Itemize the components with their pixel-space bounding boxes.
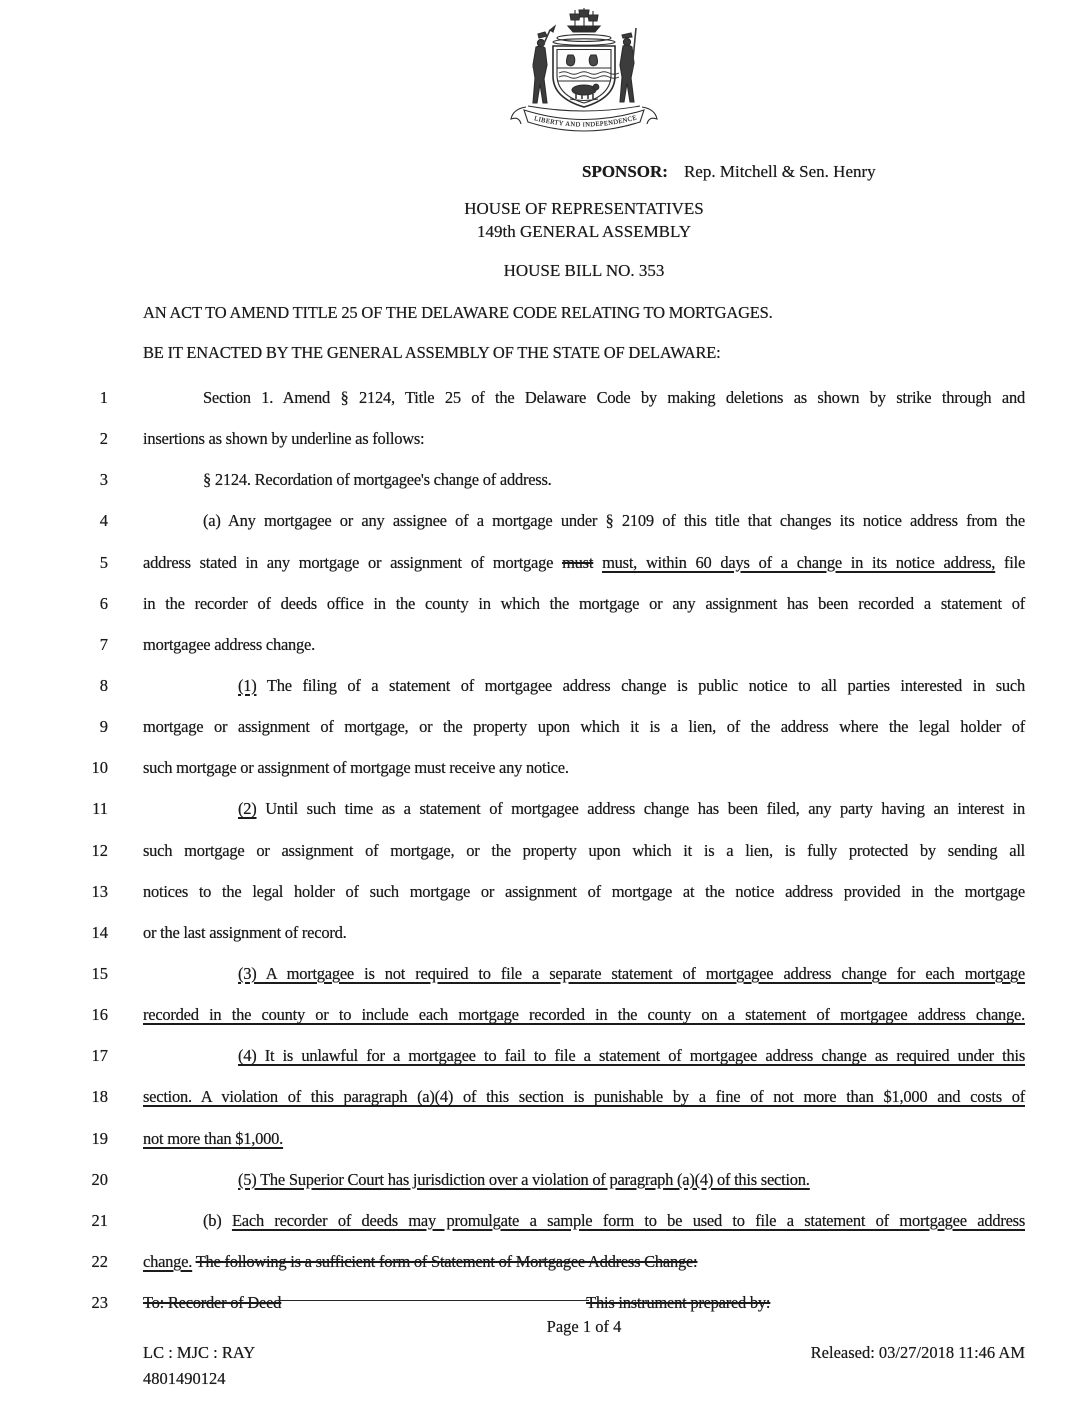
text-segment: Section 1. Amend § 2124, Title 25 of the Delaware Code by making deletions as shown by strike through and: [203, 388, 1025, 407]
bill-line-17: [88, 1046, 1025, 1087]
bill-line-12: [88, 841, 1025, 882]
document-number: 4801490124: [143, 1369, 226, 1388]
text-segment-underline: (2): [238, 799, 257, 819]
line-number: 1: [99, 388, 108, 407]
text-segment-underline: change.: [143, 1251, 193, 1271]
text-segment-underline: (5) The Superior Court has jurisdiction over a violation of paragraph (a)(4) of this section.: [238, 1169, 810, 1189]
bill-line-15: [88, 964, 1025, 1005]
lc-code: LC : MJC : RAY: [143, 1343, 256, 1362]
line-number: 21: [91, 1210, 108, 1230]
line-text: [143, 1252, 1025, 1272]
text-segment: such mortgage or assignment of mortgage, or the property upon which it is a lien, is fully protected by sending all: [143, 840, 1025, 860]
line-text: [143, 717, 1025, 737]
line-number: 16: [91, 1005, 108, 1025]
line-number: 22: [91, 1251, 108, 1271]
line-text: [143, 841, 1025, 861]
bill-line-4: [88, 511, 1025, 552]
line-text: [143, 882, 1025, 902]
bill-line-16: [88, 1005, 1025, 1046]
page-indicator: Page 1 of 4: [546, 1317, 622, 1336]
bill-line-11: [88, 799, 1025, 840]
line-text: [143, 799, 1025, 819]
bill-number-heading: HOUSE BILL NO. 353: [503, 261, 665, 280]
line-number: 6: [99, 593, 108, 613]
bill-line-6: [88, 594, 1025, 635]
text-segment-underline: (3) A mortgagee is not required to file a separate statement of mortgagee address change for each mortgage: [238, 963, 1025, 983]
line-text: [143, 635, 1025, 655]
line-text: [143, 429, 1025, 449]
text-segment-strike: To: Recorder of Deed: [143, 1293, 282, 1313]
line-number: 5: [99, 552, 108, 572]
line-text: [143, 758, 1025, 778]
line-number: 19: [91, 1128, 108, 1148]
bill-line-19: [88, 1129, 1025, 1170]
bill-line-1: [88, 388, 1025, 429]
line-number: 13: [91, 881, 108, 901]
bill-line-5: [88, 553, 1025, 594]
sponsor-label: SPONSOR:: [582, 162, 668, 181]
text-segment: insertions as shown by underline as follows:: [143, 429, 425, 449]
bill-line-8: [88, 676, 1025, 717]
delaware-coat-of-arms-icon: [504, 6, 664, 146]
line-text: [143, 511, 1025, 531]
sponsor-names: Rep. Mitchell & Sen. Henry: [683, 162, 876, 181]
line-number: 23: [91, 1293, 108, 1313]
text-segment-strike: This instrument prepared by:: [586, 1293, 771, 1313]
bill-line-2: [88, 429, 1025, 470]
line-number: 2: [99, 429, 108, 449]
line-number: 18: [91, 1087, 108, 1107]
line-number: 8: [99, 675, 108, 695]
text-segment-underline: Each recorder of deeds may promulgate a sample form to be used to file a statement of mortgagee address: [231, 1210, 1025, 1230]
bill-line-14: [88, 923, 1025, 964]
sponsor-line: [582, 162, 876, 182]
text-segment-gap: [281, 1294, 586, 1308]
text-segment-strike: The following is a sufficient form of Statement of Mortgagee Address Change:: [195, 1251, 698, 1271]
line-text: [143, 1211, 1025, 1231]
line-text: [143, 594, 1025, 614]
line-number: 17: [91, 1046, 108, 1066]
line-number: 10: [91, 758, 108, 778]
line-number: 3: [99, 470, 108, 490]
text-segment: (a) Any mortgagee or any assignee of a mortgage under § 2109 of this title that changes its notice address from the: [203, 511, 1025, 531]
text-segment: § 2124. Recordation of mortgagee's change of address.: [203, 470, 552, 490]
bill-line-10: [88, 758, 1025, 799]
text-segment: mortgage or assignment of mortgage, or the property upon which it is a lien, of the address where the legal holder of: [143, 717, 1025, 737]
bill-line-7: [88, 635, 1025, 676]
released-timestamp: Released: 03/27/2018 11:46 AM: [810, 1343, 1025, 1362]
line-number: 15: [91, 963, 108, 983]
text-segment-underline: (1): [238, 675, 257, 695]
text-segment-strike: must: [562, 552, 594, 572]
text-segment-underline: recorded in the county or to include each mortgage recorded in the county on a statement of mortgagee address change.: [143, 1005, 1025, 1025]
seal-motto: LIBERTY AND INDEPENDENCE: [533, 114, 638, 129]
text-segment: Until such time as a statement of mortgagee address change has been filed, any party having an interest in: [256, 799, 1025, 819]
act-title: AN ACT TO AMEND TITLE 25 OF THE DELAWARE CODE RELATING TO MORTGAGES.: [143, 303, 773, 322]
line-text: [143, 553, 1025, 573]
line-text: [143, 1293, 1025, 1313]
line-text: [143, 1046, 1025, 1066]
text-segment: such mortgage or assignment of mortgage must receive any notice.: [143, 758, 569, 778]
text-segment: The filing of a statement of mortgagee address change is public notice to all parties interested in such: [256, 675, 1025, 695]
line-number: 7: [99, 634, 108, 654]
line-text: [143, 1170, 1025, 1190]
text-segment: in the recorder of deeds office in the county in which the mortgage or any assignment has been recorded a statement of: [143, 593, 1025, 613]
text-segment: mortgagee address change.: [143, 634, 315, 654]
assembly-heading: 149th GENERAL ASSEMBLY: [477, 222, 691, 241]
text-segment: notices to the legal holder of such mortgage or assignment of mortgage at the notice address provided in the mortgage: [143, 881, 1025, 901]
line-text: [143, 1005, 1025, 1025]
line-number: 9: [99, 717, 108, 737]
text-segment-underline: section. A violation of this paragraph (a)(4) of this section is punishable by a fine of not more than $1,000 and costs of: [143, 1087, 1025, 1107]
line-number: 12: [91, 840, 108, 860]
line-number: 20: [91, 1169, 108, 1189]
line-text: [143, 1129, 1025, 1149]
text-segment-underline: must, within 60 days of a change in its notice address,: [602, 552, 996, 572]
bill-line-3: [88, 470, 1025, 511]
bill-line-9: [88, 717, 1025, 758]
text-segment: [593, 553, 602, 572]
line-text: [143, 1087, 1025, 1107]
text-segment: (b): [203, 1210, 232, 1230]
line-text: [143, 470, 1025, 490]
bill-lines: [88, 388, 1025, 1334]
line-number: 11: [92, 799, 108, 819]
line-text: [143, 964, 1025, 984]
bill-line-18: [88, 1087, 1025, 1128]
line-number: 14: [91, 922, 108, 942]
text-segment: or the last assignment of record.: [143, 922, 347, 942]
bill-line-21: [88, 1211, 1025, 1252]
bill-line-20: [88, 1170, 1025, 1211]
text-segment-underline: (4) It is unlawful for a mortgagee to fail to file a statement of mortgagee address change as required under this: [238, 1046, 1025, 1066]
text-segment-underline: not more than $1,000.: [143, 1128, 284, 1148]
text-segment: address stated in any mortgage or assignment of mortgage: [143, 552, 563, 572]
bill-line-13: [88, 882, 1025, 923]
chamber-heading: HOUSE OF REPRESENTATIVES: [464, 199, 704, 218]
line-text: [143, 923, 1025, 943]
line-text: [143, 676, 1025, 696]
line-number: 4: [99, 511, 108, 531]
enacting-clause: BE IT ENACTED BY THE GENERAL ASSEMBLY OF THE STATE OF DELAWARE:: [143, 343, 721, 362]
line-text: [143, 388, 1025, 408]
text-segment: file: [995, 552, 1026, 572]
bill-line-22: [88, 1252, 1025, 1293]
